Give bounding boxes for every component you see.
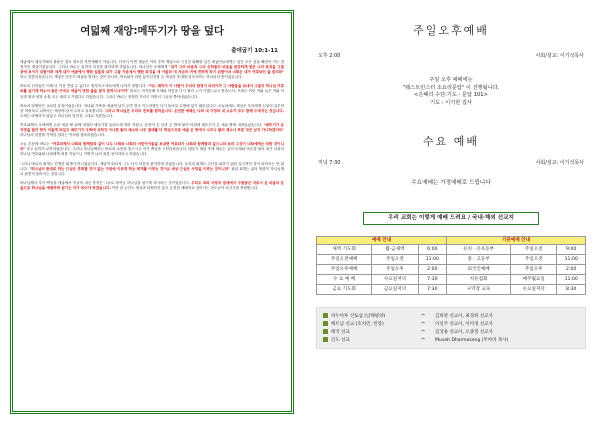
list-item	[323, 328, 579, 336]
square-bullet-icon	[323, 337, 328, 342]
sermon-text: 참된 회개는 삶의 방향이 하나님께로 완전히 돌아서는 것입니다.	[20, 166, 285, 176]
sermon-paragraph	[20, 84, 284, 99]
sermon-paragraph	[20, 104, 284, 119]
sermon-text: 애굽에서 메뚜기떼의 출몰은 결코 생소한 자연재해가 아닙니다. 더욱이 이번 재앙은 이미 우박 재앙으로 극심한 피해를 입은 애굽인들에게는 남은 모든 것을 빼앗아 가는 결정적인 재앙이었습니다. 그러나 바로는 끝까지 마음을 완악하게 하였습니다. 하나님은 모세에게	[20, 60, 284, 70]
arrow-right-icon: ⇒	[421, 321, 425, 326]
table-row	[317, 284, 586, 294]
sermon-paragraph	[20, 162, 284, 177]
table-cell: 11:00	[557, 254, 586, 264]
mission-region: 태국 선교	[331, 329, 350, 335]
table-cell: 주일오전예배	[317, 254, 372, 264]
sermon-text: 하나님의 말씀을 거역한 결과는 이처럼 참혹하였습니다.	[20, 133, 106, 138]
table-header-row	[317, 236, 586, 244]
sermon-text: 오늘 본문에 바로는	[20, 142, 52, 147]
mission-region: 베트남 선교 (호치민, 빈랑)	[331, 321, 384, 327]
afternoon-line: 주일 오후 예배에는	[429, 77, 473, 83]
wednesday-time: 저녁 7:30	[318, 160, 341, 166]
table-cell: 치유집회	[447, 274, 511, 284]
worship-schedule-table	[316, 236, 586, 295]
afternoon-service-info	[310, 52, 592, 59]
table-cell: 수요일저녁	[511, 284, 557, 294]
afternoon-line: "웨스트민스터 소요리문답" 이 진행됩니다.	[402, 84, 500, 91]
table-cell: 2:00	[557, 264, 586, 274]
sermon-text: 그러나 바로의 회개는 진정한 회개가 아니었습니다. 재앙이 떠나자 그는 다시 마음을 완악하게 하였습니다. 우리의 회개도 고난을 피하기 위한 일시적인 것이 되어서는 안 됩니다.	[20, 161, 284, 171]
table-cell: 6:00	[418, 244, 446, 254]
wednesday-leader: 사회/설교: 이기석목사	[535, 160, 584, 166]
table-cell: 새벽 기도회	[317, 244, 372, 254]
worship-header: 예배 안내	[317, 236, 447, 244]
sermon-paragraph	[20, 123, 284, 138]
mission-region: 인도 선교	[331, 337, 350, 343]
table-row	[317, 254, 586, 264]
table-cell: 7:30	[418, 274, 446, 284]
afternoon-intro	[310, 77, 592, 107]
afternoon-line: <은혜의 수단:기도 - 문답 101>	[414, 92, 488, 98]
worship-banner	[363, 212, 539, 225]
table-cell: 주일오후	[372, 264, 418, 274]
table-cell: 주일오전	[511, 254, 557, 264]
square-bullet-icon	[323, 313, 328, 318]
sermon-text: 여호와께서 모세에게 손을 애굽 땅 위에 내밀어 메뚜기를 올라오게 하라 하셨고, 동풍이 온 낮과 온 밤에 불어 아침에 메뚜기가 온 애굽 땅에 내려앉았습니다.	[20, 122, 264, 127]
sermon-text: 이번 한 주간도 세상과 타협하지 않고 온전한 예배자로 살아가는 성도들이 되시기를 축원합니다.	[110, 185, 259, 190]
sermon-paragraph	[20, 60, 284, 80]
table-cell: 9:00	[557, 244, 586, 254]
square-bullet-icon	[323, 329, 328, 334]
table-cell: 2:00	[418, 264, 446, 274]
list-item	[323, 320, 579, 328]
table-cell: 주일오전	[511, 244, 557, 254]
table-cell: 수요일저녁	[372, 274, 418, 284]
table-cell: 중 · 고등부	[447, 254, 511, 264]
table-cell: 금요일저녁	[372, 284, 418, 294]
table-cell: 11:00	[557, 274, 586, 284]
list-item	[323, 312, 579, 320]
sermon-text: 모세는 타협하지 않았고 하나님의 말씀을 그대로 지켰습니다.	[20, 113, 114, 118]
sermon-highlight: "하나님의 뜻대로 하는 근심은 후회할 것이 없는 구원에 이르게 하는 회개를 이루는 것이요 세상 근심은 사망을 이루는 것이니라"	[29, 166, 230, 171]
worship-banner-text: 우리 교회는 이렇게 예배 드려요 / 국내·해외 선교지	[388, 214, 514, 221]
arrow-right-icon: ⇒	[421, 337, 425, 342]
arrow-right-icon: ⇒	[421, 313, 425, 318]
scripture-reference: 출애굽기 10:1-11	[231, 48, 278, 54]
table-row	[317, 264, 586, 274]
table-row	[317, 274, 586, 284]
sermon-text: 바로의 타협안은 교묘한 유혹이었습니다. 자녀와 가축을 애굽에 남겨 두면 결국 이스라엘은 다시 돌아올 수밖에 없기 때문입니다. 오늘날에도 세상은 우리에게 신앙의 일부만을 허락하고 나머지는 세상에 남겨 두라고 유혹합니다.	[20, 103, 284, 113]
sermon-highlight: "내가 그의 마음과 그의 신하들의 마음을 완강하게 함은 나의 표징을 그들 중에 보이기 위함이며 네게 내가 애굽에서 행한 일들과 내가 그들 가운데서 행한 표징을 네 아들과 네 자손의 귀에 전하게 하기 위함이라 너희는 내가 여호와인 줄 알리라"	[20, 65, 284, 75]
table-cell: 금요 기도회	[317, 284, 372, 294]
sermon-text: 하나님께서 자기 백성을 애굽에서 이끌어 내신 목적은 그들로 하여금 하나님을 섬기게 하시려는 것이었습니다.	[20, 180, 192, 185]
sermon-body	[20, 60, 284, 191]
table-cell: 구역장 교육	[447, 284, 511, 294]
table-cell: 수 요 예 배	[317, 274, 372, 284]
sermon-title: 여덟째 재앙:메뚜기가 땅을 덮다	[80, 25, 224, 37]
table-row	[317, 244, 586, 254]
table-cell: 주일오후예배	[317, 264, 372, 274]
missionary-names: 김희관 선교사, 최경희 선교사	[435, 313, 493, 319]
sermon-text: 바로의 신하들은 이제 더 이상 견딜 수 없다고 생각하고 바로에게 나아가 말합니다.	[20, 84, 148, 89]
table-cell: 외국인예배	[447, 264, 511, 274]
missionary-names: Muvah Dharmaseng (무아바 목사)	[435, 337, 509, 343]
table-cell: 유치 · 유초등부	[447, 244, 511, 254]
table-cell: 주일오전	[372, 254, 418, 264]
sermon-highlight: "메뚜기가 온 지면을 덮어 땅이 어둡게 되었고 메뚜기가 우박에 상하지 아니한 밭의 채소와 나무 열매를 다 먹었으므로 애굽 온 땅에서 나무나 밭의 채소나 푸른 것은 남지 아니하였더라"	[20, 122, 284, 133]
sermon-highlight: "어느 때까지 이 사람이 우리의 함정이 되리이까 그 사람들을 보내어 그들의 하나님 여호와를 섬기게 하소서 왕은 아직도 애굽이 망한 줄을 알지 못하시나이까"	[20, 84, 284, 94]
list-item	[323, 336, 579, 344]
afternoon-line: 기도 : 이기한 집사	[430, 99, 472, 106]
sermon-text: 하고 끝까지 교만하였습니다. 그러나 하나님께서는 바로의 교만을 꺾으시고 자기 백성을 구원하셨습니다. 메뚜기 재앙 후에 바로는 급히 모세와 아론을 불러 내가 너희의 하나님 여호와와 너희에게 죄를 지었으니 이번만 나의 죄를 용서하라고 하였습니다.	[20, 147, 284, 157]
mission-region: 바누아투 산토섬 (남태평양)	[331, 313, 386, 319]
sermon-text: 하고 말씀하셨습니다. 재앙은 단순히 애굽을 벌하는 것이 아니라, 여호와가 어떤 분이신지를 온 세상과 후대에 알리시려는 하나님의 뜻이었습니다.	[20, 75, 243, 80]
sermon-paragraph	[20, 181, 284, 191]
sermon-paragraph	[20, 142, 284, 157]
department-header: 기관예배 안내	[447, 236, 586, 244]
services-panel	[310, 10, 592, 414]
table-cell: 11:00	[418, 254, 446, 264]
schedule-body	[317, 244, 586, 294]
sermon-highlight: "여호와께서 너희와 함께함과 같이 나도 너희와 너희의 어린아이들을 보내면 여호와가 너희와 함께함과 같으니라 보라 그것이 너희에게는 악한 것이니라"	[20, 142, 284, 152]
square-bullet-icon	[323, 321, 328, 326]
table-cell: 주일오후	[511, 264, 557, 274]
missions-box	[316, 307, 586, 349]
table-cell: 7:30	[418, 284, 446, 294]
sermon-highlight: 그러나 하나님은 우리의 전부를 원하십니다. 온전한 예배는 나와 내 가정과 내 소유가 모두 함께 드려지는 것입니다.	[104, 108, 284, 113]
wednesday-note: 수요예배는 가정예배로 드립니다	[411, 180, 491, 186]
arrow-right-icon: ⇒	[421, 329, 425, 334]
missionary-names: 이선주 선교사, 이미경 선교사	[435, 321, 493, 327]
sermon-text: 바로는 마지못해 모세와 아론을 다시 불러 누가 가겠느냐고 묻습니다. 모세는 어린 자와 늙은 자와 아들과 딸과 양과 소를 모두 데리고 가겠다고 하였습니다. 그러나 바로는 장정만 가라고 하면서 그들을 쫓아내었습니다.	[20, 89, 285, 99]
wednesday-service-title: 수요 예배	[422, 135, 479, 148]
afternoon-time: 오후 2:00	[318, 53, 341, 59]
wednesday-service-info	[310, 159, 592, 166]
sermon-panel	[10, 10, 294, 414]
sermon-highlight: 우리도 죄와 사망의 권세에서 구원받은 자로서 온 마음과 온 삶으로 하나님을 예배하며 섬기는 자가 되어야 하겠습니다.	[20, 180, 284, 190]
table-cell: 8:30	[557, 284, 586, 294]
table-cell: 매주월요일	[511, 274, 557, 284]
afternoon-service-title: 주일오후예배	[413, 24, 489, 37]
afternoon-leader: 사회/설교: 이기석목사	[535, 53, 584, 59]
table-cell: 월-금새벽	[372, 244, 418, 254]
missionary-names: 김상용 선교사, 오종철 선교사	[435, 329, 493, 335]
